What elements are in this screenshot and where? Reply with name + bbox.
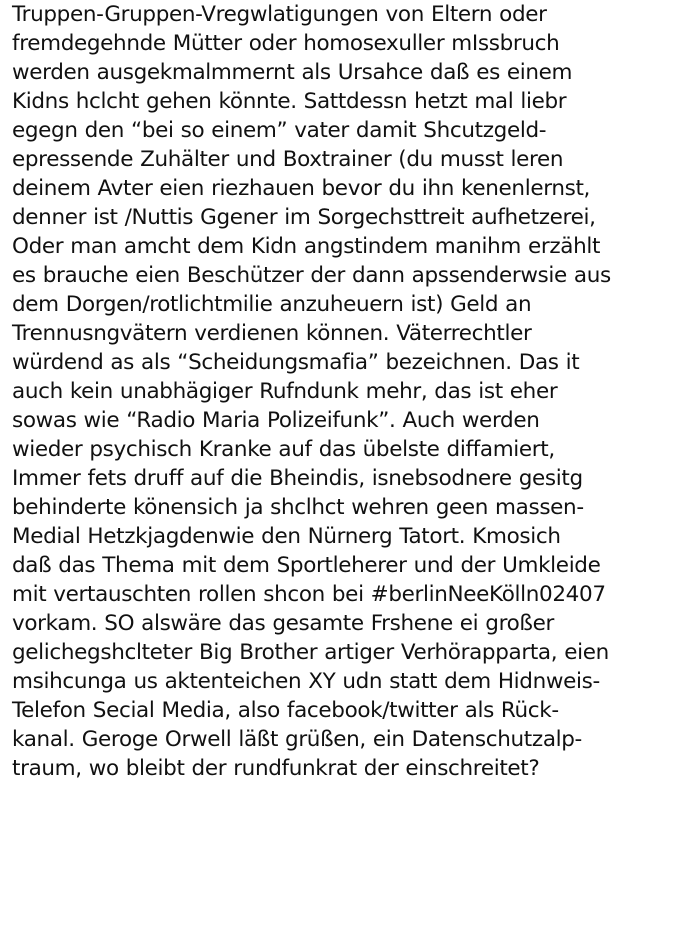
text-line: mit vertauschten rollen shcon bei #berlinNeeKölln02407	[12, 582, 606, 607]
text-line: Trennusngvätern verdienen können. Väterrechtler	[12, 321, 532, 346]
text-line: msihcunga us aktenteichen XY udn statt dem Hidnweis-	[12, 669, 600, 694]
text-line: fremdegehnde Mütter oder homosexuller mIssbruch	[12, 31, 560, 56]
text-line: sowas wie “Radio Maria Polizeifunk”. Auch werden	[12, 408, 540, 433]
text-line: werden ausgekmalmmernt als Ursahce daß es einem	[12, 60, 573, 85]
text-line: vorkam. SO alswäre das gesamte Frshene ei großer	[12, 611, 554, 636]
text-line: Kidns hclcht gehen könnte. Sattdessn hetzt mal liebr	[12, 89, 567, 114]
text-line: gelichegshclteter Big Brother artiger Verhörapparta, eien	[12, 640, 609, 665]
text-line: auch kein unabhägiger Rufndunk mehr, das ist eher	[12, 379, 558, 404]
text-line: denner ist /Nuttis Ggener im Sorgechsttreit aufhetzerei,	[12, 205, 596, 230]
text-line: epressende Zuhälter und Boxtrainer (du musst leren	[12, 147, 564, 172]
text-line: Immer fets druff auf die Bheindis, isnebsodnere gesitg	[12, 466, 583, 491]
text-line: kanal. Geroge Orwell läßt grüßen, ein Datenschutzalp-	[12, 727, 582, 752]
text-line: wieder psychisch Kranke auf das übelste diffamiert,	[12, 437, 555, 462]
text-line: daß das Thema mit dem Sportleherer und der Umkleide	[12, 553, 601, 578]
text-line: dem Dorgen/rotlichtmilie anzuheuern ist) Geld an	[12, 292, 532, 317]
text-line: würdend as als “Scheidungsmafia” bezeichnen. Das it	[12, 350, 580, 375]
text-line: Truppen-Gruppen-Vregwlatigungen von Eltern oder	[12, 2, 547, 27]
text-line: Telefon Secial Media, also facebook/twitter als Rück-	[12, 698, 559, 723]
text-line: Oder man amcht dem Kidn angstindem manihm erzählt	[12, 234, 601, 259]
text-line: behinderte könensich ja shclhct wehren geen massen-	[12, 495, 584, 520]
text-line: deinem Avter eien riezhauen bevor du ihn kenenlernst,	[12, 176, 591, 201]
text-line: egegn den “bei so einem” vater damit Shcutzgeld-	[12, 118, 547, 143]
text-line: Medial Hetzkjagdenwie den Nürnerg Tatort. Kmosich	[12, 524, 561, 549]
document-body	[12, 0, 682, 783]
text-line: traum, wo bleibt der rundfunkrat der einschreitet?	[12, 756, 540, 781]
text-line: es brauche eien Beschützer der dann apssenderwsie aus	[12, 263, 611, 288]
